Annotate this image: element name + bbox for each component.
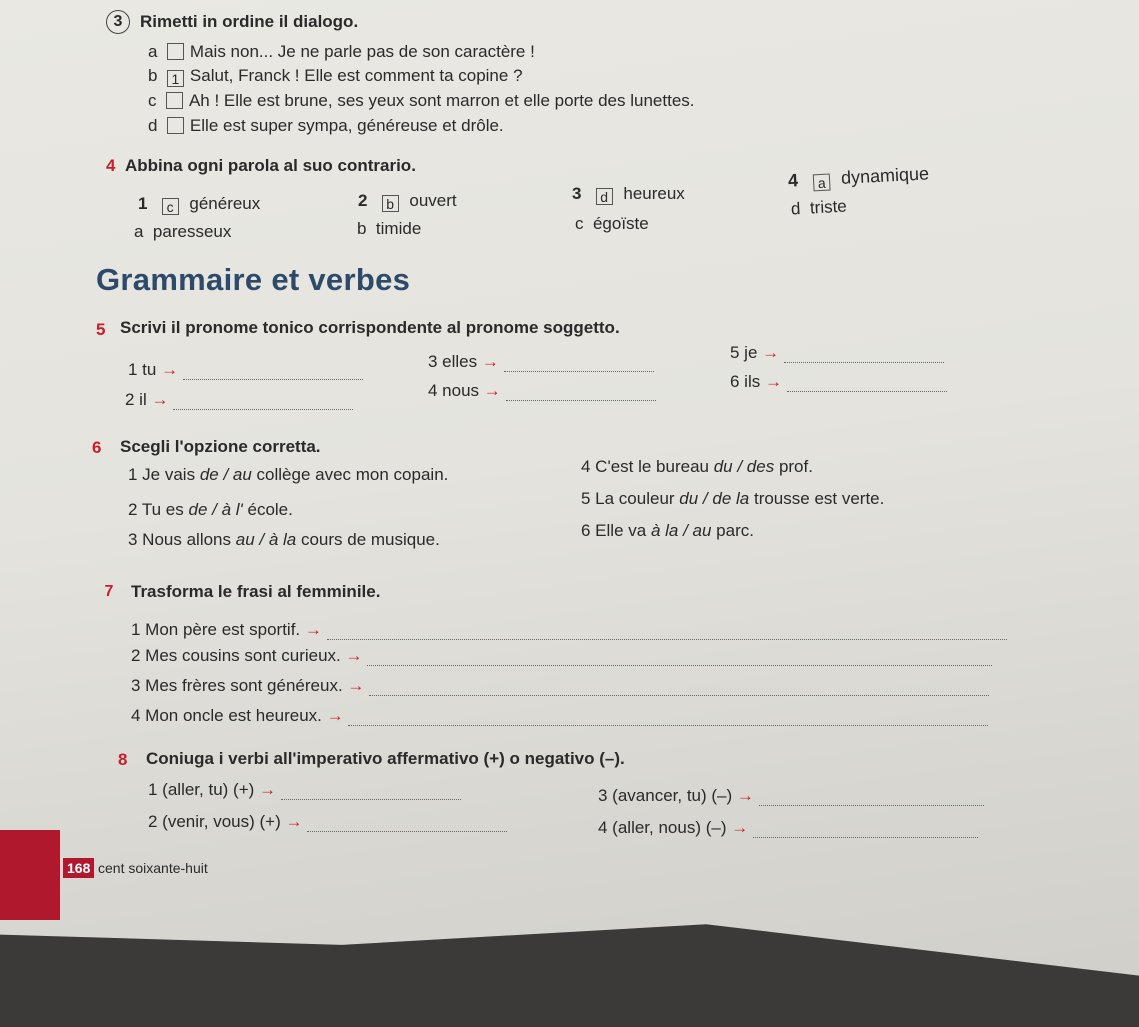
exercise-8-title: Coniuga i verbi all'imperativo affermativo (+) o negativo (–). <box>146 749 625 768</box>
answer-line[interactable] <box>506 400 656 401</box>
item-number: 1 <box>138 194 148 213</box>
ex5-item-2 <box>125 390 353 410</box>
ex4-bottom-b <box>357 219 421 239</box>
arrow-icon: → <box>326 706 344 725</box>
option-choice[interactable]: à la / au <box>650 521 712 540</box>
item-letter: a <box>148 42 158 61</box>
ex4-top-3 <box>572 184 685 205</box>
ex6-item-2 <box>128 500 293 520</box>
item-pronoun: 4 nous <box>428 381 480 400</box>
sentence-end: prof. <box>774 457 813 476</box>
item-letter: b <box>357 219 367 238</box>
ex8-item-3 <box>598 786 984 806</box>
ex7-item-1 <box>131 620 1007 640</box>
arrow-icon: → <box>259 780 277 799</box>
sentence: 1 Mon père est sportif. <box>131 620 301 639</box>
exercise-5-number: 5 <box>96 320 106 339</box>
option-choice[interactable]: de / au <box>199 465 252 484</box>
option-choice[interactable]: au / à la <box>235 530 297 549</box>
ex6-item-3 <box>128 530 440 550</box>
exercise-5-title: Scrivi il pronome tonico corrispondente al pronome soggetto. <box>120 318 620 337</box>
item-text: Elle est super sympa, généreuse et drôle. <box>189 116 504 135</box>
ex5-item-5 <box>730 343 944 363</box>
arrow-icon: → <box>304 620 322 639</box>
order-box[interactable] <box>166 92 183 109</box>
answer-line[interactable] <box>173 409 353 410</box>
sentence-start: 4 C'est le bureau <box>581 457 714 476</box>
sentence-end: école. <box>242 500 293 519</box>
item-word: timide <box>375 219 422 238</box>
item-letter: d <box>148 116 158 135</box>
arrow-icon: → <box>345 646 363 665</box>
item-text: Mais non... Je ne parle pas de son caractère ! <box>189 42 535 61</box>
page-number-words: cent soixante-huit <box>98 860 208 876</box>
ex6-item-4 <box>581 457 813 477</box>
item-number: 4 <box>787 170 799 191</box>
answer-line[interactable] <box>504 371 654 372</box>
item-word: paresseux <box>152 222 232 241</box>
item-number: 3 <box>572 184 582 203</box>
sentence-start: 1 Je vais <box>128 465 200 484</box>
option-choice[interactable]: du / de la <box>679 489 750 508</box>
section-heading: Grammaire et verbes <box>96 262 411 297</box>
arrow-icon: → <box>762 343 780 362</box>
ex6-item-5 <box>581 489 884 509</box>
answer-line[interactable] <box>307 831 507 832</box>
sentence: 2 Mes cousins sont curieux. <box>131 646 341 665</box>
answer-line[interactable] <box>183 379 363 380</box>
answer-line[interactable] <box>367 665 992 666</box>
exercise-4-title: Abbina ogni parola al suo contrario. <box>125 156 416 175</box>
verb-prompt: 1 (aller, tu) (+) <box>148 780 255 799</box>
answer-line[interactable] <box>759 805 984 806</box>
item-word: ouvert <box>409 191 457 210</box>
answer-line[interactable] <box>753 837 978 838</box>
exercise-8-number: 8 <box>118 750 128 769</box>
ex5-item-6 <box>730 372 947 392</box>
sentence: 4 Mon oncle est heureux. <box>131 706 322 725</box>
sentence-end: cours de musique. <box>296 530 440 549</box>
exercise-3-number: 3 <box>106 10 130 34</box>
ex3-item-b <box>148 66 523 87</box>
sentence-start: 2 Tu es <box>128 500 189 519</box>
answer-line[interactable] <box>784 362 944 363</box>
item-pronoun: 2 il <box>125 390 147 409</box>
page-edge-marker <box>0 830 60 920</box>
exercise-7-number: 7 <box>104 583 114 600</box>
arrow-icon: → <box>347 676 365 695</box>
item-word: généreux <box>189 194 261 213</box>
ex4-top-2 <box>358 191 457 212</box>
order-box[interactable] <box>167 43 184 60</box>
ex8-item-2 <box>148 812 507 832</box>
ex3-item-c <box>148 91 695 111</box>
exercise-4-number: 4 <box>106 156 116 175</box>
item-letter: b <box>148 66 158 85</box>
verb-prompt: 4 (aller, nous) (–) <box>598 818 727 837</box>
page-number: 168 <box>63 858 94 878</box>
arrow-icon: → <box>161 360 179 379</box>
item-letter: d <box>790 198 801 219</box>
answer-box[interactable]: d <box>596 188 613 205</box>
option-choice[interactable]: du / des <box>713 457 775 476</box>
sentence-start: 6 Elle va <box>581 521 651 540</box>
arrow-icon: → <box>764 372 782 391</box>
item-text: Ah ! Elle est brune, ses yeux sont marron et elle porte des lunettes. <box>188 91 695 110</box>
ex4-bottom-d <box>791 197 848 220</box>
item-letter: a <box>134 222 144 241</box>
answer-box[interactable]: b <box>382 195 399 212</box>
arrow-icon: → <box>483 381 501 400</box>
ex4-bottom-a <box>134 222 231 242</box>
answer-box[interactable]: c <box>162 198 179 215</box>
arrow-icon: → <box>285 812 303 831</box>
sentence-start: 3 Nous allons <box>128 530 236 549</box>
exercise-6-title: Scegli l'opzione corretta. <box>120 437 321 456</box>
ex5-item-1 <box>128 360 363 380</box>
exercise-3-title: Rimetti in ordine il dialogo. <box>140 12 359 31</box>
item-word: heureux <box>623 184 685 203</box>
item-pronoun: 6 ils <box>730 372 761 391</box>
arrow-icon: → <box>736 786 754 805</box>
ex8-item-4 <box>598 818 978 838</box>
item-pronoun: 3 elles <box>428 352 478 371</box>
item-letter: c <box>148 91 157 110</box>
verb-prompt: 2 (venir, vous) (+) <box>148 812 281 831</box>
answer-box[interactable]: a <box>813 174 831 192</box>
exercise-6-number: 6 <box>92 438 102 457</box>
ex8-item-1 <box>148 780 461 800</box>
item-text: Salut, Franck ! Elle est comment ta copine ? <box>189 66 523 85</box>
option-choice[interactable]: de / à l' <box>188 500 243 519</box>
answer-line[interactable] <box>787 391 947 392</box>
order-box[interactable] <box>167 117 184 134</box>
verb-prompt: 3 (avancer, tu) (–) <box>598 786 733 805</box>
answer-line[interactable] <box>281 799 461 800</box>
ex5-item-3 <box>428 352 654 372</box>
ex4-bottom-c <box>575 214 649 234</box>
order-box[interactable]: 1 <box>167 70 184 87</box>
item-word: dynamique <box>840 163 930 188</box>
item-word: triste <box>809 196 848 218</box>
arrow-icon: → <box>731 818 749 837</box>
item-number: 2 <box>358 191 368 210</box>
sentence-end: parc. <box>711 521 754 540</box>
ex5-item-4 <box>428 381 656 401</box>
answer-line[interactable] <box>348 725 988 726</box>
sentence-end: collège avec mon copain. <box>251 465 449 484</box>
item-pronoun: 5 je <box>730 343 758 362</box>
sentence-end: trousse est verte. <box>749 489 885 508</box>
ex7-item-4 <box>131 706 988 726</box>
ex6-item-1 <box>128 465 448 485</box>
item-pronoun: 1 tu <box>128 360 157 379</box>
item-letter: c <box>575 214 584 233</box>
answer-line[interactable] <box>327 639 1007 640</box>
ex4-top-1 <box>138 194 260 215</box>
ex7-item-3 <box>131 676 989 696</box>
arrow-icon: → <box>151 390 169 409</box>
sentence-start: 5 La couleur <box>581 489 680 508</box>
sentence: 3 Mes frères sont généreux. <box>131 676 343 695</box>
ex6-item-6 <box>581 521 754 541</box>
item-word: égoïste <box>592 214 649 233</box>
ex7-item-2 <box>131 646 992 666</box>
ex3-item-a <box>148 42 535 62</box>
ex3-item-d <box>148 116 504 136</box>
exercise-7-title: Trasforma le frasi al femminile. <box>131 582 381 601</box>
arrow-icon: → <box>481 352 499 371</box>
answer-line[interactable] <box>369 695 989 696</box>
